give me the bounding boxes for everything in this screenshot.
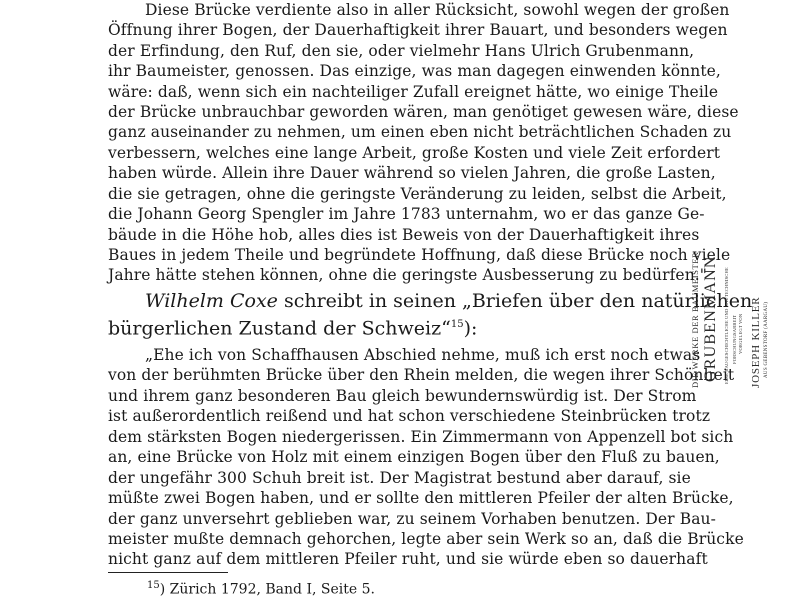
body-line: ist außerordentlich reißend und hat schon verschiedene Steinbrücken trotz xyxy=(108,407,711,425)
footnote-reference: 15 xyxy=(450,319,464,330)
body-line: und ihrem ganz besonderen Bau gleich bewundernswürdig ist. Der Strom xyxy=(108,387,697,405)
body-line: wäre: daß, wenn sich ein nachteiliger Zufall ereignet hätte, wo einige Theile xyxy=(108,83,719,101)
spine-subtitle: EINE BAUGESCHICHTLICHE UND BAUTECHNISCHE xyxy=(724,267,729,384)
footnote-text: ) Zürich 1792, Band I, Seite 5. xyxy=(159,581,375,598)
section-heading xyxy=(108,313,676,340)
body-line: Öffnung ihrer Bogen, der Dauerhaftigkeit ihrer Bauart, und besonders wegen xyxy=(108,21,728,39)
footnote-rule xyxy=(108,572,228,573)
body-line: die Johann Georg Spengler im Jahre 1783 unternahm, wo er das ganze Ge- xyxy=(108,205,705,223)
body-line: ihr Baumeister, genossen. Das einzige, was man dagegen einwenden könnte, xyxy=(108,62,721,80)
body-line: Jahre hätte stehen können, ohne die geringste Ausbesserung zu bedürfen." xyxy=(108,266,708,284)
body-line: verbessern, welches eine lange Arbeit, große Kosten und viele Zeit erfordert xyxy=(108,144,721,162)
body-line: der Brücke unbrauchbar geworden wären, man genötiget gewesen wäre, diese xyxy=(108,103,739,121)
body-line: ganz auseinander zu nehmen, um einen eben nicht beträchtlichen Schaden zu xyxy=(108,123,732,141)
body-line: Baues in jedem Theile und begründete Hoffnung, daß diese Brücke noch viele xyxy=(108,246,731,264)
spine-series: DIE WERKE DER BAUMEISTER xyxy=(690,251,700,388)
body-line: an, eine Brücke von Holz mit einem einzigen Bogen über den Fluß zu bauen, xyxy=(108,448,720,466)
body-line: von der berühmten Brücke über den Rhein melden, die wegen ihrer Schönheit xyxy=(108,366,735,384)
spine-subtitle: VORGELEGT VON xyxy=(738,313,743,354)
body-line: haben würde. Allein ihre Dauer während so vielen Jahren, die große Lasten, xyxy=(108,164,716,182)
spine-place: AUS GEBENSTORF (AARGAU) xyxy=(764,301,769,378)
body-line: nicht ganz auf dem mittleren Pfeiler ruht, und sie würde eben so dauerhaft xyxy=(108,550,708,568)
body-line: „Ehe ich von Schaffhausen Abschied nehme, muß ich erst noch etwas xyxy=(145,346,701,364)
body-line: meister mußte demnach gehorchen, legte aber sein Werk so an, daß die Brücke xyxy=(108,530,744,548)
heading-text: schreibt in seinen „Briefen über den natürlichen xyxy=(277,290,753,312)
footnote xyxy=(147,580,375,598)
body-line: dem stärksten Bogen niedergerissen. Ein Zimmermann von Appenzell bot sich xyxy=(108,428,734,446)
body-line: der Erfindung, den Ruf, den sie, oder vielmehr Hans Ulrich Grubenmann, xyxy=(108,42,695,60)
spine-name: GRUBENMANN xyxy=(702,255,719,382)
body-line: müßte zwei Bogen haben, und er sollte den mittleren Pfeiler der alten Brücke, xyxy=(108,489,734,507)
footnote-number: 15 xyxy=(147,580,160,591)
heading-text: bürgerlichen Zustand der Schweiz“ xyxy=(108,317,451,340)
body-line: der ganz unversehrt geblieben war, zu seinem Vorhaben benutzen. Der Bau- xyxy=(108,510,716,528)
spine-subtitle: FORSCHUNGSARBEIT xyxy=(732,314,737,364)
body-line: der ungefähr 300 Schuh breit ist. Der Magistrat bestund aber darauf, sie xyxy=(108,469,691,487)
body-line: Diese Brücke verdiente also in aller Rücksicht, sowohl wegen der großen xyxy=(145,1,730,19)
spine-imprint xyxy=(690,210,800,400)
body-line: bäude in die Höhe hob, alles dies ist Beweis von der Dauerhaftigkeit ihres xyxy=(108,226,700,244)
heading-text: ): xyxy=(463,317,478,340)
section-heading xyxy=(108,289,753,313)
author-name: Wilhelm Coxe xyxy=(145,290,278,312)
body-line: die sie getragen, ohne die geringste Veränderung zu leiden, selbst die Arbeit, xyxy=(108,185,727,203)
spine-author: JOSEPH KILLER xyxy=(750,296,762,388)
